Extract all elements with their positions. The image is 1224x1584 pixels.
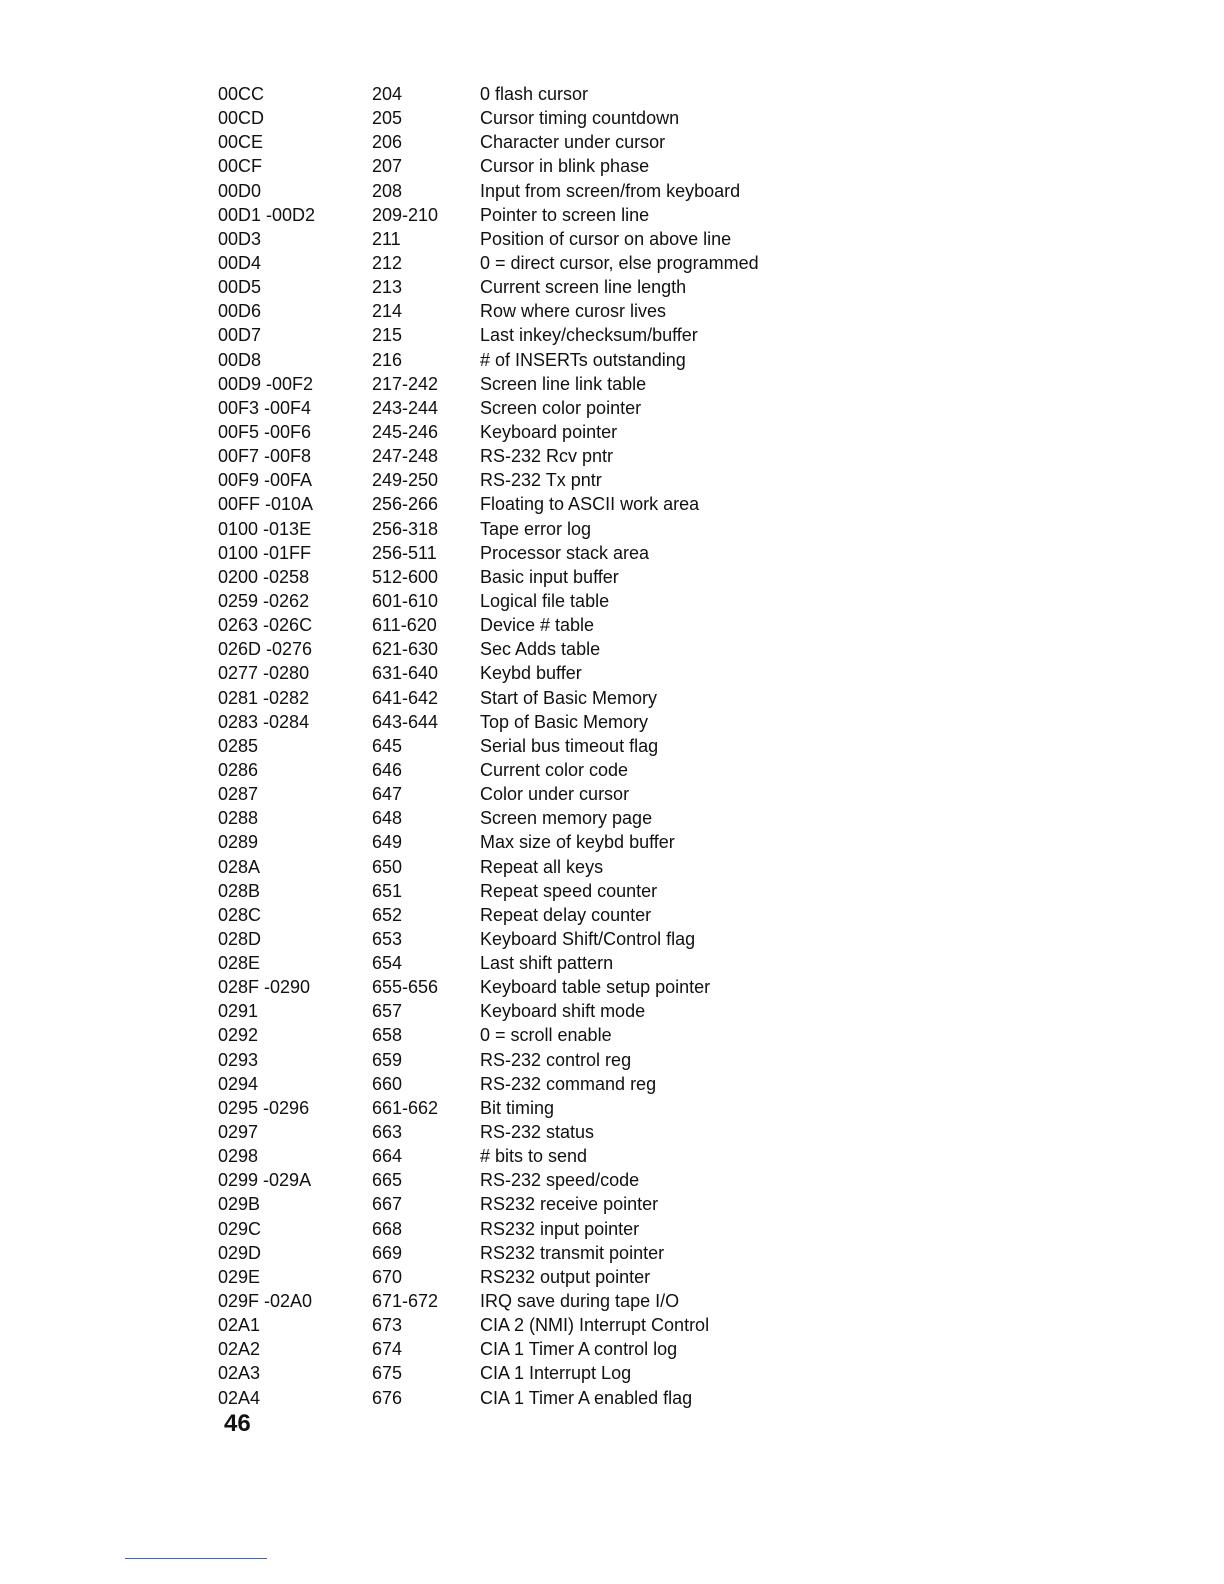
decimal-cell: 665 — [372, 1170, 403, 1191]
description-cell: Screen line link table — [480, 373, 647, 394]
table-row — [218, 613, 818, 637]
address-cell: 00F7 -00F8 — [218, 446, 312, 467]
decimal-cell: 655-656 — [372, 977, 439, 998]
description-cell: CIA 1 Interrupt Log — [480, 1363, 632, 1384]
description-cell: CIA 1 Timer A enabled flag — [480, 1387, 693, 1408]
description-cell: RS232 input pointer — [480, 1218, 640, 1239]
table-row — [218, 806, 818, 830]
address-cell: 00D6 — [218, 301, 262, 322]
description-cell: Serial bus timeout flag — [480, 735, 659, 756]
decimal-cell: 243-244 — [372, 397, 439, 418]
table-row — [218, 1023, 818, 1047]
table-row — [218, 179, 818, 203]
description-cell: Max size of keybd buffer — [480, 832, 675, 853]
address-cell: 00D5 — [218, 277, 262, 298]
decimal-cell: 650 — [372, 856, 403, 877]
decimal-cell: 659 — [372, 1049, 403, 1070]
description-cell: CIA 2 (NMI) Interrupt Control — [480, 1315, 710, 1336]
decimal-cell: 601-610 — [372, 590, 439, 611]
description-cell: Pointer to screen line — [480, 204, 650, 225]
address-cell: 028C — [218, 904, 262, 925]
description-cell: 0 = scroll enable — [480, 1025, 612, 1046]
description-cell: Tape error log — [480, 518, 592, 539]
description-cell: Keyboard table setup pointer — [480, 977, 711, 998]
address-cell: 029B — [218, 1194, 261, 1215]
description-cell: Current screen line length — [480, 277, 687, 298]
address-cell: 00CE — [218, 132, 264, 153]
table-row — [218, 975, 818, 999]
table-row — [218, 82, 818, 106]
decimal-cell: 204 — [372, 84, 403, 104]
decimal-cell: 651 — [372, 880, 403, 901]
description-cell: Keyboard pointer — [480, 421, 618, 442]
address-cell: 0287 — [218, 784, 259, 805]
decimal-cell: 671-672 — [372, 1291, 439, 1312]
address-cell: 029D — [218, 1242, 262, 1263]
address-cell: 028F -0290 — [218, 977, 311, 998]
address-cell: 0281 -0282 — [218, 687, 310, 708]
address-cell: 0293 — [218, 1049, 259, 1070]
address-cell: 026D -0276 — [218, 639, 313, 660]
decimal-cell: 653 — [372, 928, 403, 949]
table-row — [218, 154, 818, 178]
decimal-cell: 207 — [372, 156, 403, 177]
address-cell: 0289 — [218, 832, 259, 853]
decimal-cell: 667 — [372, 1194, 403, 1215]
table-row — [218, 1289, 818, 1313]
description-cell: RS-232 Tx pntr — [480, 470, 602, 491]
description-cell: # bits to send — [480, 1146, 588, 1167]
description-cell: Cursor timing countdown — [480, 108, 680, 129]
decimal-cell: 675 — [372, 1363, 403, 1384]
description-cell: Keyboard shift mode — [480, 1001, 646, 1022]
address-cell: 0283 -0284 — [218, 711, 310, 732]
decimal-cell: 621-630 — [372, 639, 439, 660]
decimal-cell: 631-640 — [372, 663, 439, 684]
decimal-cell: 512-600 — [372, 566, 439, 587]
address-cell: 02A4 — [218, 1387, 261, 1408]
description-cell: Top of Basic Memory — [480, 711, 649, 732]
decimal-cell: 212 — [372, 252, 403, 273]
table-row — [218, 565, 818, 589]
table-row — [218, 396, 818, 420]
description-cell: Bit timing — [480, 1097, 555, 1118]
address-cell: 0291 — [218, 1001, 259, 1022]
table-row — [218, 348, 818, 372]
table-row — [218, 420, 818, 444]
description-cell: Processor stack area — [480, 542, 650, 563]
footer-rule — [125, 1558, 267, 1559]
description-cell: Last inkey/checksum/buffer — [480, 325, 698, 346]
table-row — [218, 589, 818, 613]
description-cell: Start of Basic Memory — [480, 687, 658, 708]
address-cell: 0100 -01FF — [218, 542, 312, 563]
address-cell: 02A3 — [218, 1363, 261, 1384]
decimal-cell: 645 — [372, 735, 403, 756]
decimal-cell: 646 — [372, 759, 403, 780]
description-cell: Cursor in blink phase — [480, 156, 650, 177]
decimal-cell: 247-248 — [372, 446, 439, 467]
page-number: 46 — [224, 1410, 251, 1437]
description-cell: RS-232 command reg — [480, 1073, 657, 1094]
decimal-cell: 256-511 — [372, 542, 437, 563]
table-row — [218, 758, 818, 782]
decimal-cell: 676 — [372, 1387, 403, 1408]
decimal-cell: 643-644 — [372, 711, 439, 732]
address-cell: 0259 -0262 — [218, 590, 310, 611]
address-cell: 0297 — [218, 1122, 259, 1143]
address-cell: 029C — [218, 1218, 262, 1239]
decimal-cell: 657 — [372, 1001, 403, 1022]
decimal-cell: 654 — [372, 953, 403, 974]
decimal-cell: 215 — [372, 325, 403, 346]
address-cell: 0286 — [218, 759, 259, 780]
decimal-cell: 208 — [372, 180, 403, 201]
address-cell: 0277 -0280 — [218, 663, 310, 684]
description-cell: Last shift pattern — [480, 953, 614, 974]
table-row — [218, 999, 818, 1023]
address-cell: 028D — [218, 928, 262, 949]
table-row — [218, 203, 818, 227]
table-row — [218, 1313, 818, 1337]
decimal-cell: 648 — [372, 808, 403, 829]
table-row — [218, 1072, 818, 1096]
description-cell: CIA 1 Timer A control log — [480, 1339, 678, 1360]
description-cell: Basic input buffer — [480, 566, 619, 587]
address-cell: 00D8 — [218, 349, 262, 370]
table-row — [218, 855, 818, 879]
description-cell: Screen color pointer — [480, 397, 642, 418]
table-row — [218, 517, 818, 541]
description-cell: RS232 receive pointer — [480, 1194, 659, 1215]
address-cell: 02A1 — [218, 1315, 261, 1336]
address-cell: 028B — [218, 880, 261, 901]
address-cell: 00D7 — [218, 325, 262, 346]
decimal-cell: 209-210 — [372, 204, 439, 225]
description-cell: RS-232 status — [480, 1122, 595, 1143]
decimal-cell: 647 — [372, 784, 403, 805]
address-cell: 00D4 — [218, 252, 262, 273]
address-cell: 0294 — [218, 1073, 259, 1094]
decimal-cell: 211 — [372, 228, 401, 249]
table-row — [218, 275, 818, 299]
description-cell: 0 flash cursor — [480, 84, 589, 104]
table-row — [218, 686, 818, 710]
description-cell: # of INSERTs outstanding — [480, 349, 686, 370]
table-row — [218, 734, 818, 758]
decimal-cell: 661-662 — [372, 1097, 439, 1118]
address-cell: 029E — [218, 1266, 261, 1287]
table-row — [218, 1265, 818, 1289]
table-row — [218, 1217, 818, 1241]
description-cell: Sec Adds table — [480, 639, 601, 660]
description-cell: Repeat delay counter — [480, 904, 652, 925]
address-cell: 00CD — [218, 108, 265, 129]
table-row — [218, 1048, 818, 1072]
description-cell: Character under cursor — [480, 132, 666, 153]
decimal-cell: 214 — [372, 301, 403, 322]
table-row — [218, 903, 818, 927]
address-cell: 029F -02A0 — [218, 1291, 313, 1312]
table-row — [218, 372, 818, 396]
address-cell: 00F5 -00F6 — [218, 421, 312, 442]
decimal-cell: 663 — [372, 1122, 403, 1143]
address-cell: 00F3 -00F4 — [218, 397, 312, 418]
table-row — [218, 1192, 818, 1216]
description-cell: RS-232 Rcv pntr — [480, 446, 614, 467]
address-cell: 0285 — [218, 735, 259, 756]
table-row — [218, 1096, 818, 1120]
table-row — [218, 830, 818, 854]
table-row — [218, 130, 818, 154]
address-cell: 00CC — [218, 84, 265, 104]
decimal-cell: 611-620 — [372, 615, 437, 636]
decimal-cell: 256-318 — [372, 518, 439, 539]
table-row — [218, 227, 818, 251]
decimal-cell: 674 — [372, 1339, 403, 1360]
description-cell: Repeat speed counter — [480, 880, 658, 901]
memory-map-table — [218, 82, 818, 1410]
description-cell: Logical file table — [480, 590, 610, 611]
decimal-cell: 670 — [372, 1266, 403, 1287]
decimal-cell: 205 — [372, 108, 403, 129]
decimal-cell: 673 — [372, 1315, 403, 1336]
table-row — [218, 106, 818, 130]
decimal-cell: 664 — [372, 1146, 403, 1167]
table-row — [218, 951, 818, 975]
address-cell: 0263 -026C — [218, 615, 313, 636]
description-cell: Screen memory page — [480, 808, 653, 829]
address-cell: 0299 -029A — [218, 1170, 312, 1191]
table-row — [218, 637, 818, 661]
description-cell: Input from screen/from keyboard — [480, 180, 741, 201]
description-cell: Current color code — [480, 759, 629, 780]
table-row — [218, 1144, 818, 1168]
description-cell: IRQ save during tape I/O — [480, 1291, 680, 1312]
address-cell: 00D9 -00F2 — [218, 373, 314, 394]
address-cell: 028A — [218, 856, 261, 877]
address-cell: 00D0 — [218, 180, 262, 201]
decimal-cell: 652 — [372, 904, 403, 925]
address-cell: 0295 -0296 — [218, 1097, 310, 1118]
table-row — [218, 1361, 818, 1385]
description-cell: Color under cursor — [480, 784, 630, 805]
table-row — [218, 444, 818, 468]
table-row — [218, 251, 818, 275]
description-cell: Position of cursor on above line — [480, 228, 732, 249]
description-cell: Row where curosr lives — [480, 301, 667, 322]
address-cell: 0200 -0258 — [218, 566, 310, 587]
table-row — [218, 1337, 818, 1361]
description-cell: Keybd buffer — [480, 663, 582, 684]
table-row — [218, 661, 818, 685]
decimal-cell: 213 — [372, 277, 403, 298]
table-row — [218, 1386, 818, 1410]
decimal-cell: 206 — [372, 132, 403, 153]
table-row — [218, 468, 818, 492]
description-cell: RS-232 speed/code — [480, 1170, 640, 1191]
table-row — [218, 710, 818, 734]
description-cell: Keyboard Shift/Control flag — [480, 928, 696, 949]
address-cell: 0100 -013E — [218, 518, 312, 539]
address-cell: 00F9 -00FA — [218, 470, 313, 491]
decimal-cell: 649 — [372, 832, 403, 853]
description-cell: RS-232 control reg — [480, 1049, 632, 1070]
address-cell: 028E — [218, 953, 261, 974]
table-row — [218, 1168, 818, 1192]
table-row — [218, 299, 818, 323]
decimal-cell: 658 — [372, 1025, 403, 1046]
table-row — [218, 1241, 818, 1265]
address-cell: 00CF — [218, 156, 263, 177]
decimal-cell: 669 — [372, 1242, 403, 1263]
address-cell: 0298 — [218, 1146, 259, 1167]
decimal-cell: 216 — [372, 349, 403, 370]
address-cell: 0288 — [218, 808, 259, 829]
decimal-cell: 249-250 — [372, 470, 439, 491]
description-cell: Repeat all keys — [480, 856, 604, 877]
description-cell: Floating to ASCII work area — [480, 494, 700, 515]
address-cell: 0292 — [218, 1025, 259, 1046]
table-row — [218, 879, 818, 903]
address-cell: 00FF -010A — [218, 494, 314, 515]
decimal-cell: 245-246 — [372, 421, 439, 442]
address-cell: 00D3 — [218, 228, 262, 249]
table-row — [218, 323, 818, 347]
table-row — [218, 541, 818, 565]
decimal-cell: 668 — [372, 1218, 403, 1239]
decimal-cell: 217-242 — [372, 373, 439, 394]
table-row — [218, 492, 818, 516]
table-row — [218, 1120, 818, 1144]
address-cell: 02A2 — [218, 1339, 261, 1360]
address-cell: 00D1 -00D2 — [218, 204, 316, 225]
table-row — [218, 782, 818, 806]
decimal-cell: 641-642 — [372, 687, 439, 708]
description-cell: Device # table — [480, 615, 595, 636]
decimal-cell: 256-266 — [372, 494, 439, 515]
description-cell: RS232 output pointer — [480, 1266, 651, 1287]
decimal-cell: 660 — [372, 1073, 403, 1094]
table-row — [218, 927, 818, 951]
description-cell: 0 = direct cursor, else programmed — [480, 252, 759, 273]
description-cell: RS232 transmit pointer — [480, 1242, 665, 1263]
